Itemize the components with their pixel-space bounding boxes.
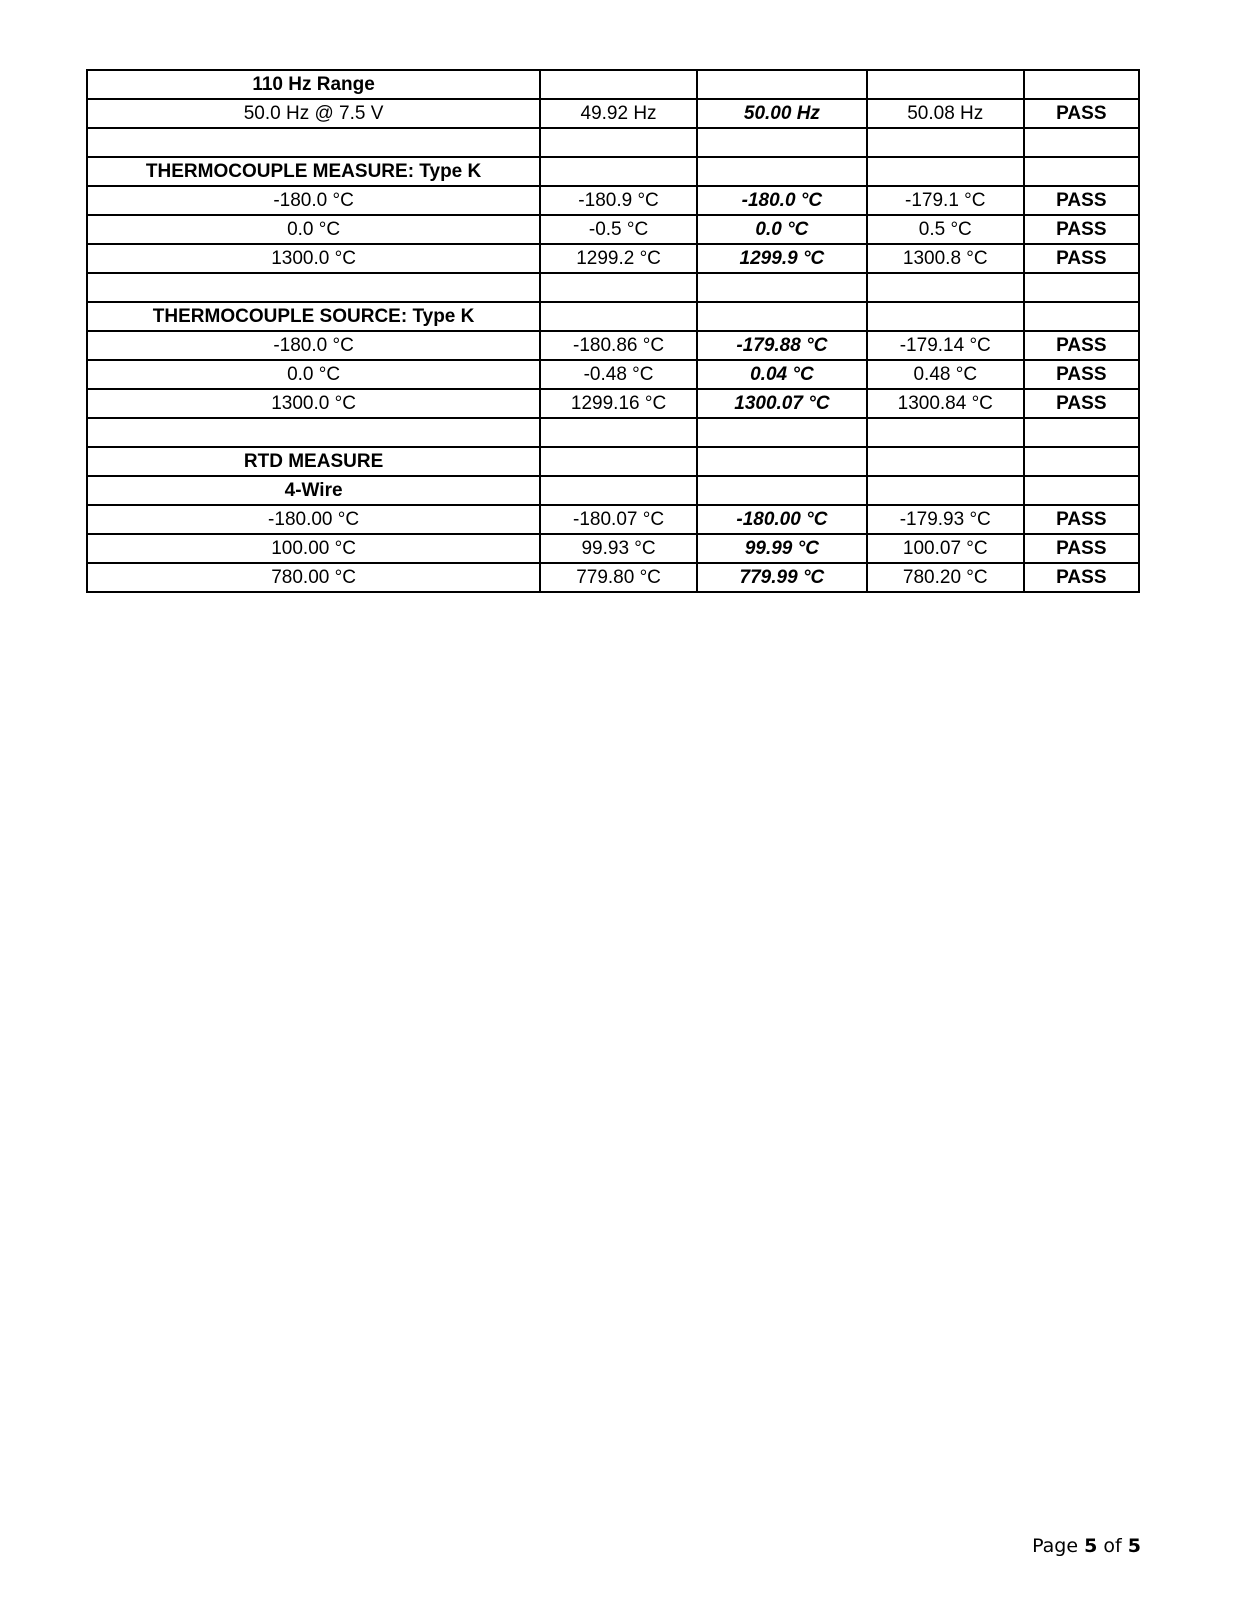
blank-cell bbox=[1024, 128, 1139, 157]
result-cell bbox=[1024, 302, 1139, 331]
result-cell: PASS bbox=[1024, 99, 1139, 128]
result-cell: PASS bbox=[1024, 534, 1139, 563]
measured-value-cell: 50.00 Hz bbox=[697, 99, 867, 128]
blank-cell bbox=[867, 128, 1024, 157]
test-point-cell: -180.0 °C bbox=[87, 331, 540, 360]
section-label: 4-Wire bbox=[87, 476, 540, 505]
of-word: of bbox=[1103, 1535, 1122, 1557]
blank-cell bbox=[540, 418, 697, 447]
lower-limit-cell: 1299.2 °C bbox=[540, 244, 697, 273]
result-cell: PASS bbox=[1024, 186, 1139, 215]
table-row bbox=[87, 157, 1139, 186]
measured-value-cell bbox=[697, 476, 867, 505]
test-point-cell: -180.00 °C bbox=[87, 505, 540, 534]
upper-limit-cell: -179.1 °C bbox=[867, 186, 1024, 215]
upper-limit-cell: 1300.84 °C bbox=[867, 389, 1024, 418]
result-cell: PASS bbox=[1024, 563, 1139, 592]
measured-value-cell bbox=[697, 302, 867, 331]
upper-limit-cell: -179.93 °C bbox=[867, 505, 1024, 534]
lower-limit-cell bbox=[540, 476, 697, 505]
blank-cell bbox=[87, 273, 540, 302]
lower-limit-cell: -0.48 °C bbox=[540, 360, 697, 389]
test-point-cell: 50.0 Hz @ 7.5 V bbox=[87, 99, 540, 128]
blank-cell bbox=[697, 273, 867, 302]
measured-value-cell bbox=[697, 447, 867, 476]
lower-limit-cell: -180.86 °C bbox=[540, 331, 697, 360]
blank-cell bbox=[697, 418, 867, 447]
measured-value-cell: -180.00 °C bbox=[697, 505, 867, 534]
blank-cell bbox=[87, 418, 540, 447]
result-cell: PASS bbox=[1024, 244, 1139, 273]
table-row bbox=[87, 389, 1139, 418]
page-number-footer bbox=[1032, 1535, 1141, 1557]
lower-limit-cell bbox=[540, 302, 697, 331]
lower-limit-cell: -180.9 °C bbox=[540, 186, 697, 215]
lower-limit-cell bbox=[540, 70, 697, 99]
test-point-cell: 0.0 °C bbox=[87, 360, 540, 389]
upper-limit-cell: 1300.8 °C bbox=[867, 244, 1024, 273]
table-row bbox=[87, 273, 1139, 302]
result-cell: PASS bbox=[1024, 331, 1139, 360]
test-point-cell: 0.0 °C bbox=[87, 215, 540, 244]
section-label: THERMOCOUPLE SOURCE: Type K bbox=[87, 302, 540, 331]
lower-limit-cell: 1299.16 °C bbox=[540, 389, 697, 418]
table-row bbox=[87, 534, 1139, 563]
result-cell bbox=[1024, 447, 1139, 476]
lower-limit-cell: -0.5 °C bbox=[540, 215, 697, 244]
upper-limit-cell: 100.07 °C bbox=[867, 534, 1024, 563]
calibration-results-table bbox=[86, 69, 1140, 593]
blank-cell bbox=[540, 128, 697, 157]
upper-limit-cell bbox=[867, 302, 1024, 331]
page-number: 5 bbox=[1084, 1535, 1098, 1557]
table-row bbox=[87, 70, 1139, 99]
table-row bbox=[87, 476, 1139, 505]
page-word: Page bbox=[1032, 1535, 1079, 1557]
page-total: 5 bbox=[1127, 1535, 1141, 1557]
blank-cell bbox=[87, 128, 540, 157]
measured-value-cell: -180.0 °C bbox=[697, 186, 867, 215]
test-point-cell: 780.00 °C bbox=[87, 563, 540, 592]
blank-cell bbox=[697, 128, 867, 157]
table-row bbox=[87, 360, 1139, 389]
upper-limit-cell bbox=[867, 70, 1024, 99]
upper-limit-cell: 0.48 °C bbox=[867, 360, 1024, 389]
measured-value-cell: 99.99 °C bbox=[697, 534, 867, 563]
result-cell: PASS bbox=[1024, 215, 1139, 244]
table-row bbox=[87, 215, 1139, 244]
table-row bbox=[87, 302, 1139, 331]
table-row bbox=[87, 447, 1139, 476]
blank-cell bbox=[867, 273, 1024, 302]
result-cell: PASS bbox=[1024, 389, 1139, 418]
lower-limit-cell bbox=[540, 157, 697, 186]
blank-cell bbox=[1024, 273, 1139, 302]
result-cell bbox=[1024, 476, 1139, 505]
table-row bbox=[87, 331, 1139, 360]
upper-limit-cell bbox=[867, 157, 1024, 186]
section-label: 110 Hz Range bbox=[87, 70, 540, 99]
lower-limit-cell: 779.80 °C bbox=[540, 563, 697, 592]
result-cell bbox=[1024, 157, 1139, 186]
test-point-cell: 1300.0 °C bbox=[87, 244, 540, 273]
lower-limit-cell bbox=[540, 447, 697, 476]
upper-limit-cell bbox=[867, 447, 1024, 476]
measured-value-cell: 0.04 °C bbox=[697, 360, 867, 389]
table-row bbox=[87, 186, 1139, 215]
lower-limit-cell: -180.07 °C bbox=[540, 505, 697, 534]
result-cell: PASS bbox=[1024, 360, 1139, 389]
lower-limit-cell: 99.93 °C bbox=[540, 534, 697, 563]
upper-limit-cell: 50.08 Hz bbox=[867, 99, 1024, 128]
lower-limit-cell: 49.92 Hz bbox=[540, 99, 697, 128]
table-row bbox=[87, 505, 1139, 534]
result-cell: PASS bbox=[1024, 505, 1139, 534]
section-label: THERMOCOUPLE MEASURE: Type K bbox=[87, 157, 540, 186]
measured-value-cell: 0.0 °C bbox=[697, 215, 867, 244]
test-point-cell: -180.0 °C bbox=[87, 186, 540, 215]
blank-cell bbox=[867, 418, 1024, 447]
measured-value-cell bbox=[697, 70, 867, 99]
measured-value-cell: -179.88 °C bbox=[697, 331, 867, 360]
measured-value-cell: 1300.07 °C bbox=[697, 389, 867, 418]
table-row bbox=[87, 128, 1139, 157]
blank-cell bbox=[540, 273, 697, 302]
table-row bbox=[87, 244, 1139, 273]
upper-limit-cell bbox=[867, 476, 1024, 505]
table-row bbox=[87, 418, 1139, 447]
section-label: RTD MEASURE bbox=[87, 447, 540, 476]
upper-limit-cell: -179.14 °C bbox=[867, 331, 1024, 360]
table-row bbox=[87, 99, 1139, 128]
upper-limit-cell: 0.5 °C bbox=[867, 215, 1024, 244]
measured-value-cell: 1299.9 °C bbox=[697, 244, 867, 273]
test-point-cell: 1300.0 °C bbox=[87, 389, 540, 418]
upper-limit-cell: 780.20 °C bbox=[867, 563, 1024, 592]
blank-cell bbox=[1024, 418, 1139, 447]
measured-value-cell: 779.99 °C bbox=[697, 563, 867, 592]
result-cell bbox=[1024, 70, 1139, 99]
test-point-cell: 100.00 °C bbox=[87, 534, 540, 563]
measured-value-cell bbox=[697, 157, 867, 186]
table-row bbox=[87, 563, 1139, 592]
